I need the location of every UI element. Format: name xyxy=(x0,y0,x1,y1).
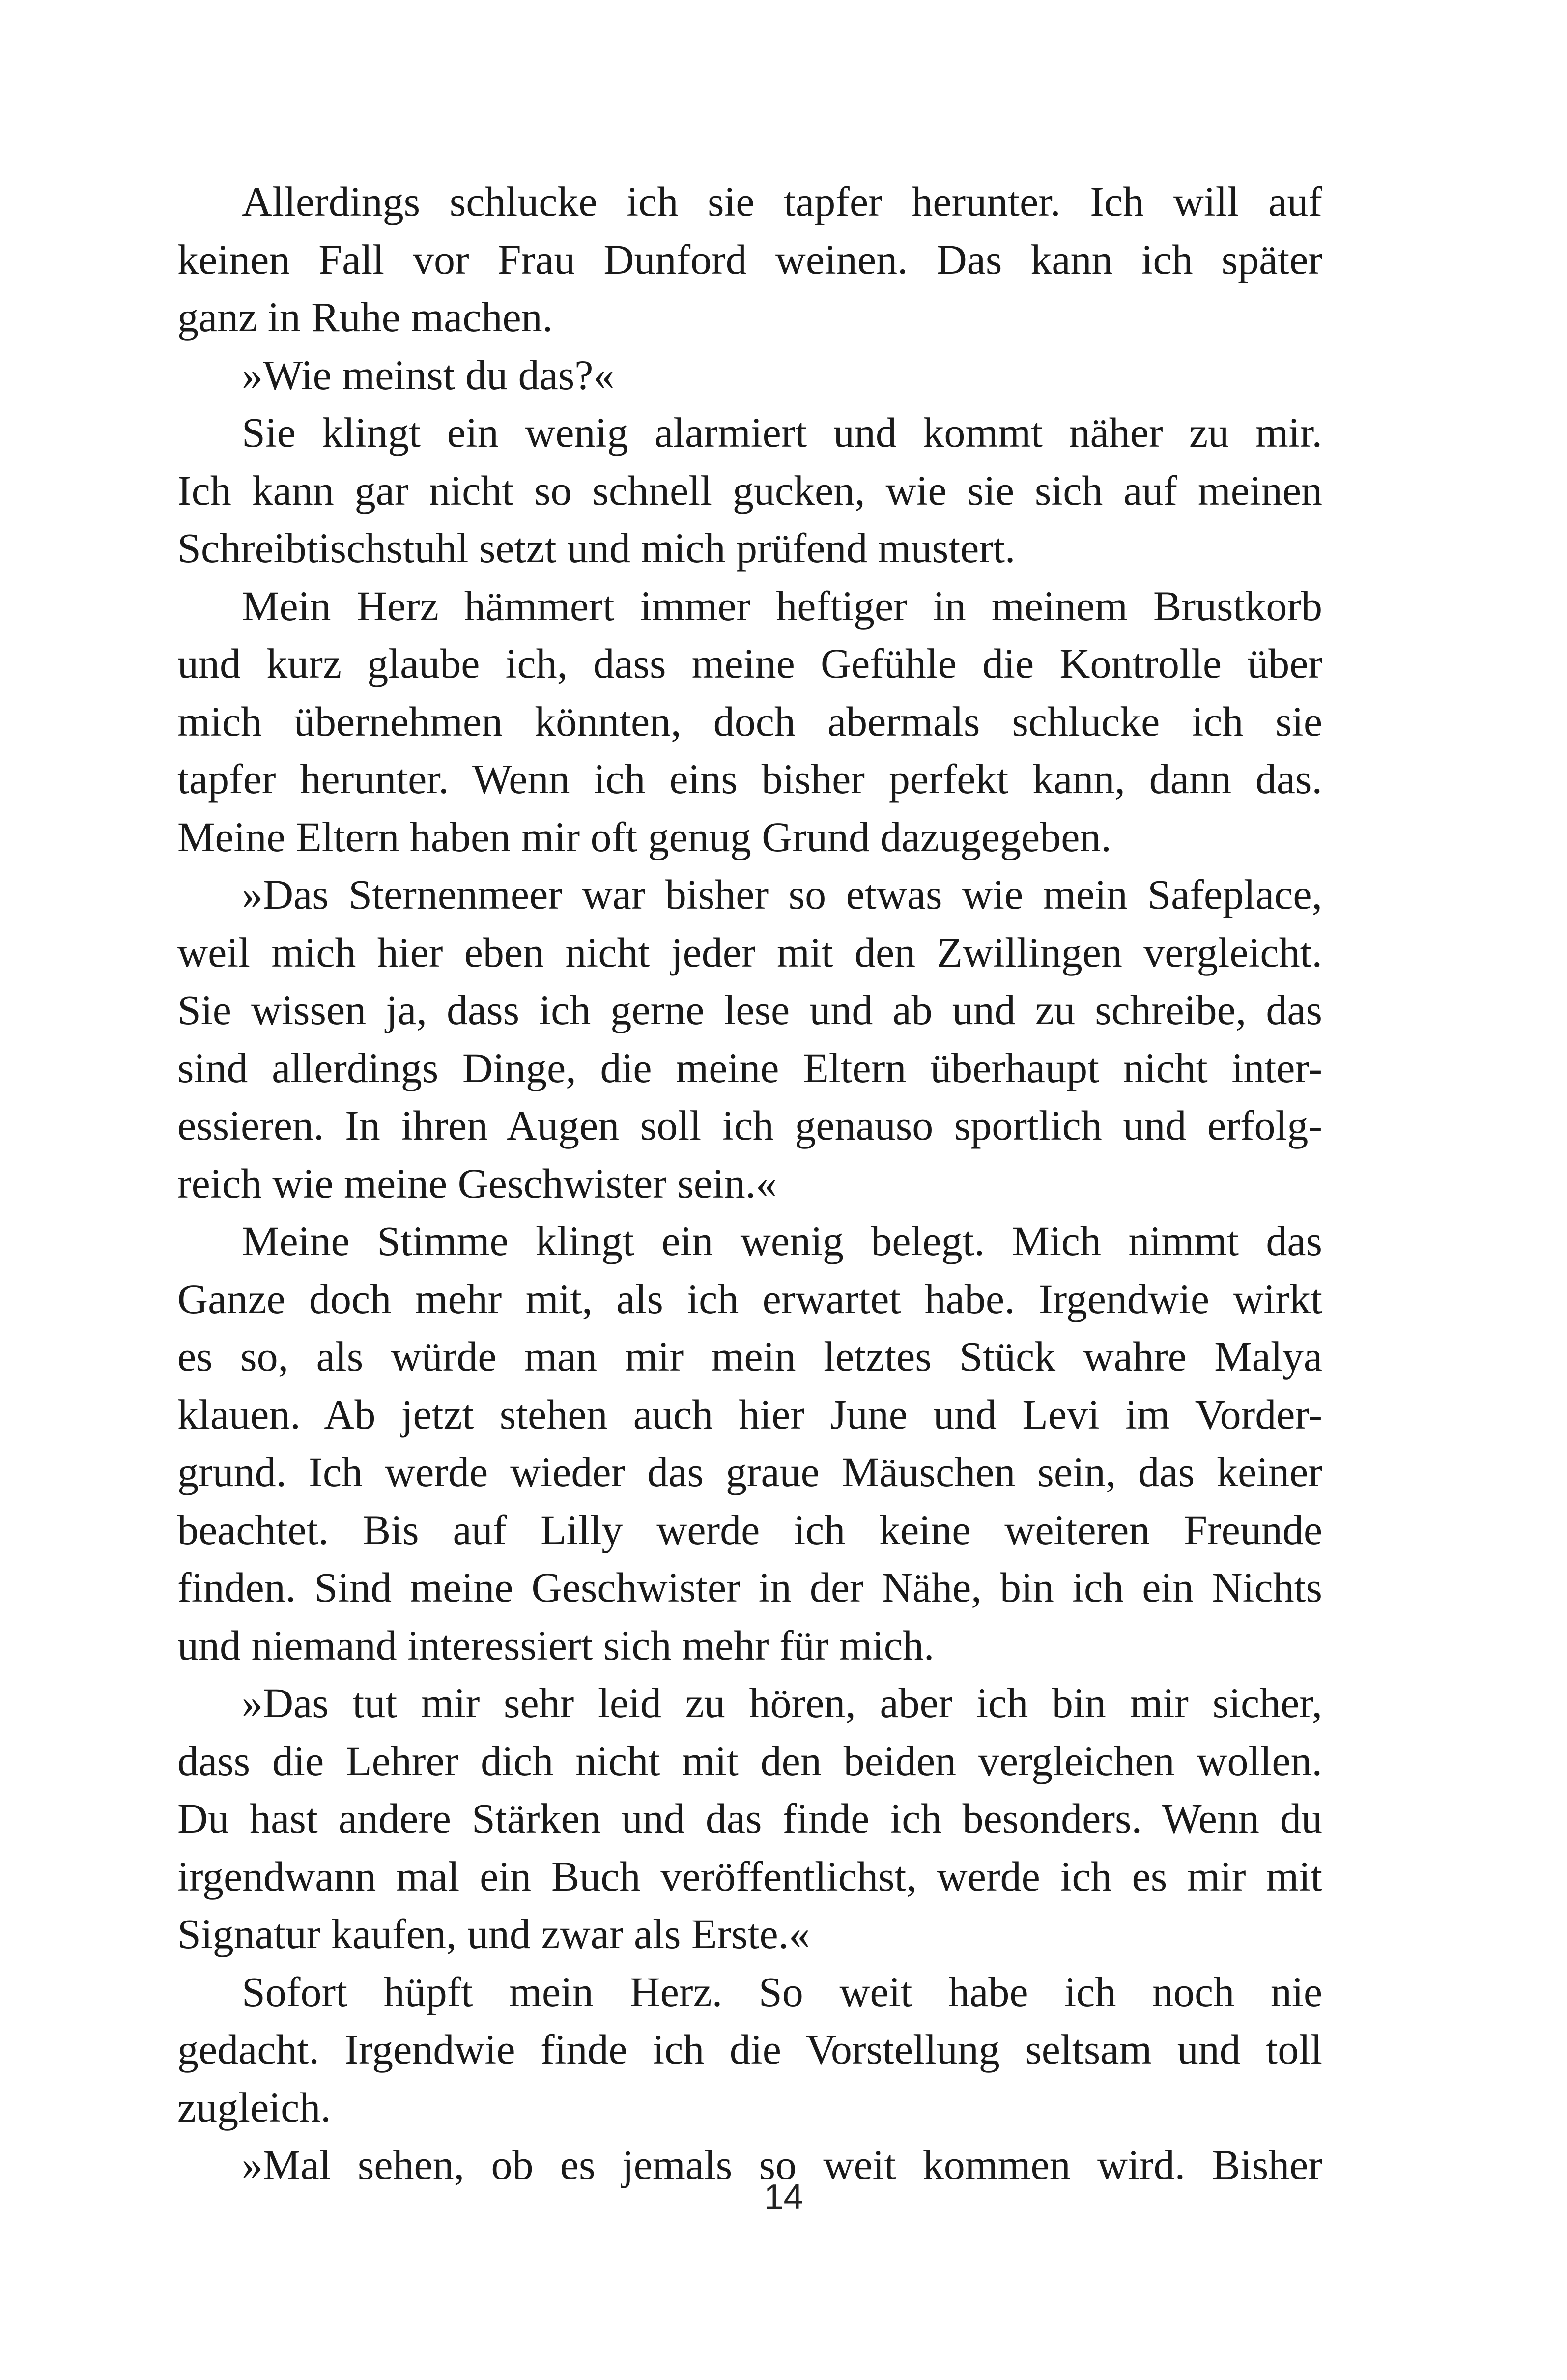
text-line: weil mich hier eben nicht jeder mit den Zwillingen vergleicht. xyxy=(177,928,1322,976)
text-line: Meine Stimme klingt ein wenig belegt. Mich nimmt das xyxy=(242,1217,1322,1264)
text-line: finden. Sind meine Geschwister in der Nähe, bin ich ein Nichts xyxy=(177,1564,1322,1611)
page-number: 14 xyxy=(764,2178,803,2217)
text-line: und niemand interessiert sich mehr für mich. xyxy=(177,1621,935,1669)
text-line: keinen Fall vor Frau Dunford weinen. Das kann ich später xyxy=(177,235,1322,283)
text-line: Sie wissen ja, dass ich gerne lese und ab und zu schreibe, das xyxy=(177,986,1322,1033)
text-line: irgendwann mal ein Buch veröffentlichst, werde ich es mir mit xyxy=(177,1852,1322,1900)
text-line: Allerdings schlucke ich sie tapfer herunter. Ich will auf xyxy=(242,178,1322,225)
text-line: dass die Lehrer dich nicht mit den beiden vergleichen wollen. xyxy=(177,1737,1322,1784)
text-line: Mein Herz hämmert immer heftiger in meinem Brustkorb xyxy=(242,582,1322,630)
text-line: »Das Sternenmeer war bisher so etwas wie mein Safeplace, xyxy=(242,871,1322,918)
text-line: zugleich. xyxy=(177,2083,331,2131)
text-line: Du hast andere Stärken und das finde ich besonders. Wenn du xyxy=(177,1795,1322,1842)
text-line: Schreibtischstuhl setzt und mich prüfend mustert. xyxy=(177,524,1016,572)
text-line: sind allerdings Dinge, die meine Eltern überhaupt nicht inter- xyxy=(177,1044,1322,1091)
text-line: Sie klingt ein wenig alarmiert und kommt näher zu mir. xyxy=(242,409,1322,456)
text-line: und kurz glaube ich, dass meine Gefühle die Kontrolle über xyxy=(177,640,1322,687)
text-line: »Wie meinst du das?« xyxy=(242,351,615,399)
text-line: mich übernehmen könnten, doch abermals schlucke ich sie xyxy=(177,697,1322,745)
text-line: grund. Ich werde wieder das graue Mäuschen sein, das keiner xyxy=(177,1448,1322,1495)
text-line: Signatur kaufen, und zwar als Erste.« xyxy=(177,1910,810,1957)
text-line: reich wie meine Geschwister sein.« xyxy=(177,1159,777,1207)
text-line: Meine Eltern haben mir oft genug Grund dazugegeben. xyxy=(177,813,1111,860)
text-line: essieren. In ihren Augen soll ich genauso sportlich und erfolg- xyxy=(177,1102,1322,1149)
text-line: Ich kann gar nicht so schnell gucken, wie sie sich auf meinen xyxy=(177,466,1322,514)
text-line: gedacht. Irgendwie finde ich die Vorstellung seltsam und toll xyxy=(177,2026,1322,2073)
text-line: klauen. Ab jetzt stehen auch hier June und Levi im Vorder- xyxy=(177,1390,1322,1438)
text-line: es so, als würde man mir mein letztes Stück wahre Malya xyxy=(177,1333,1322,1380)
text-line: beachtet. Bis auf Lilly werde ich keine weiteren Freunde xyxy=(177,1506,1322,1553)
text-line: tapfer herunter. Wenn ich eins bisher perfekt kann, dann das. xyxy=(177,755,1322,803)
text-line: Ganze doch mehr mit, als ich erwartet habe. Irgendwie wirkt xyxy=(177,1275,1322,1322)
page-body-text xyxy=(177,173,1322,2194)
text-line: ganz in Ruhe machen. xyxy=(177,293,553,341)
text-line: »Das tut mir sehr leid zu hören, aber ich bin mir sicher, xyxy=(242,1679,1322,1726)
text-line: Sofort hüpft mein Herz. So weit habe ich noch nie xyxy=(242,1968,1322,2015)
text-line: »Mal sehen, ob es jemals so weit kommen wird. Bisher xyxy=(242,2141,1322,2188)
